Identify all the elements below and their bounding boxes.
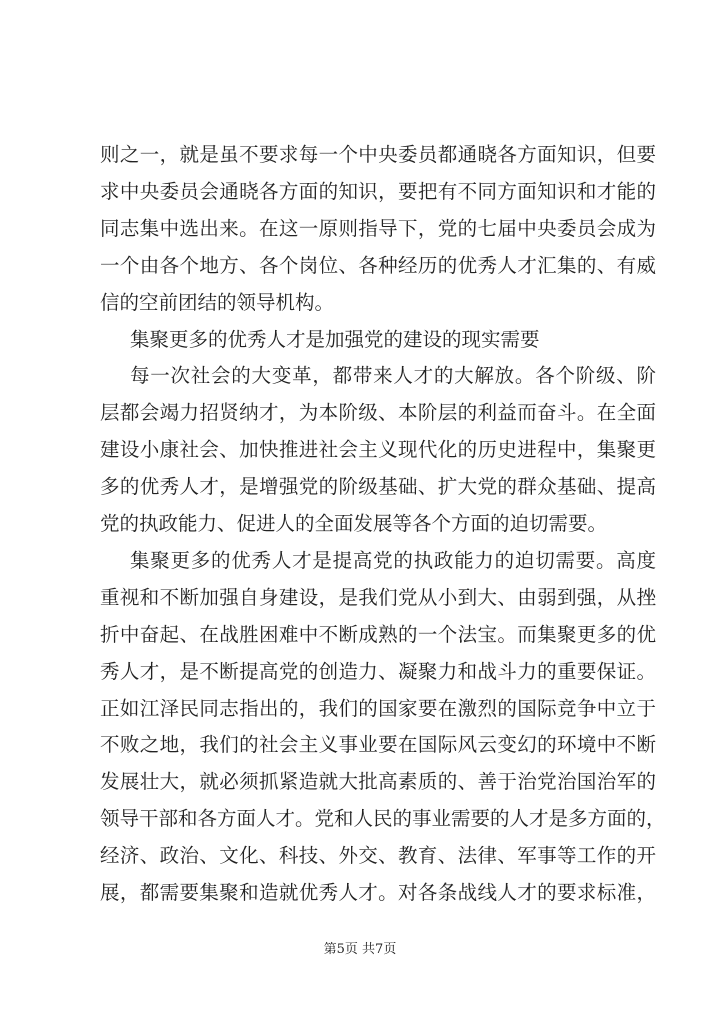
- text-line: 正如江泽民同志指出的，我们的国家要在激烈的国际竞争中立于: [100, 696, 656, 720]
- text-line: 信的空前团结的领导机构。: [100, 290, 335, 314]
- text-line: 同志集中选出来。在这一原则指导下，党的七届中央委员会成为: [100, 216, 656, 240]
- text-line: 不败之地，我们的社会主义事业要在国际风云变幻的环境中不断: [100, 733, 656, 757]
- text-line: 层都会竭力招贤纳才，为本阶级、本阶层的利益而奋斗。在全面: [100, 401, 656, 425]
- text-line: 经济、政治、文化、科技、外交、教育、法律、军事等工作的开: [100, 844, 656, 868]
- text-line: 发展壮大，就必须抓紧造就大批高素质的、善于治党治国治军的: [100, 770, 656, 794]
- text-line: 党的执政能力、促进人的全面发展等各个方面的迫切需要。: [100, 512, 608, 535]
- text-line: 多的优秀人才，是增强党的阶级基础、扩大党的群众基础、提高: [100, 475, 656, 499]
- text-line: 一个由各个地方、各个岗位、各种经历的优秀人才汇集的、有威: [100, 253, 656, 277]
- text-line: 秀人才，是不断提高党的创造力、凝聚力和战斗力的重要保证。: [100, 659, 656, 683]
- page-number-footer: 第5页 共7页: [323, 942, 397, 957]
- text-line: 则之一，就是虽不要求每一个中央委员都通晓各方面知识，但要: [100, 143, 656, 166]
- text-line: 重视和不断加强自身建设，是我们党从小到大、由弱到强，从挫: [100, 585, 656, 609]
- text-line: 折中奋起、在战胜困难中不断成熟的一个法宝。而集聚更多的优: [100, 622, 656, 646]
- text-line: 集聚更多的优秀人才是提高党的执政能力的迫切需要。高度: [130, 548, 656, 572]
- section-heading: 集聚更多的优秀人才是加强党的建设的现实需要: [130, 327, 540, 351]
- text-line: 领导干部和各方面人才。党和人民的事业需要的人才是多方面的，: [100, 807, 666, 831]
- text-line: 求中央委员会通晓各方面的知识，要把有不同方面知识和才能的: [100, 179, 656, 203]
- text-line: 建设小康社会、加快推进社会主义现代化的历史进程中，集聚更: [100, 438, 656, 462]
- text-line: 展，都需要集聚和造就优秀人才。对各条战线人才的要求标准，: [100, 881, 656, 904]
- text-line: 每一次社会的大变革，都带来人才的大解放。各个阶级、阶: [130, 364, 656, 388]
